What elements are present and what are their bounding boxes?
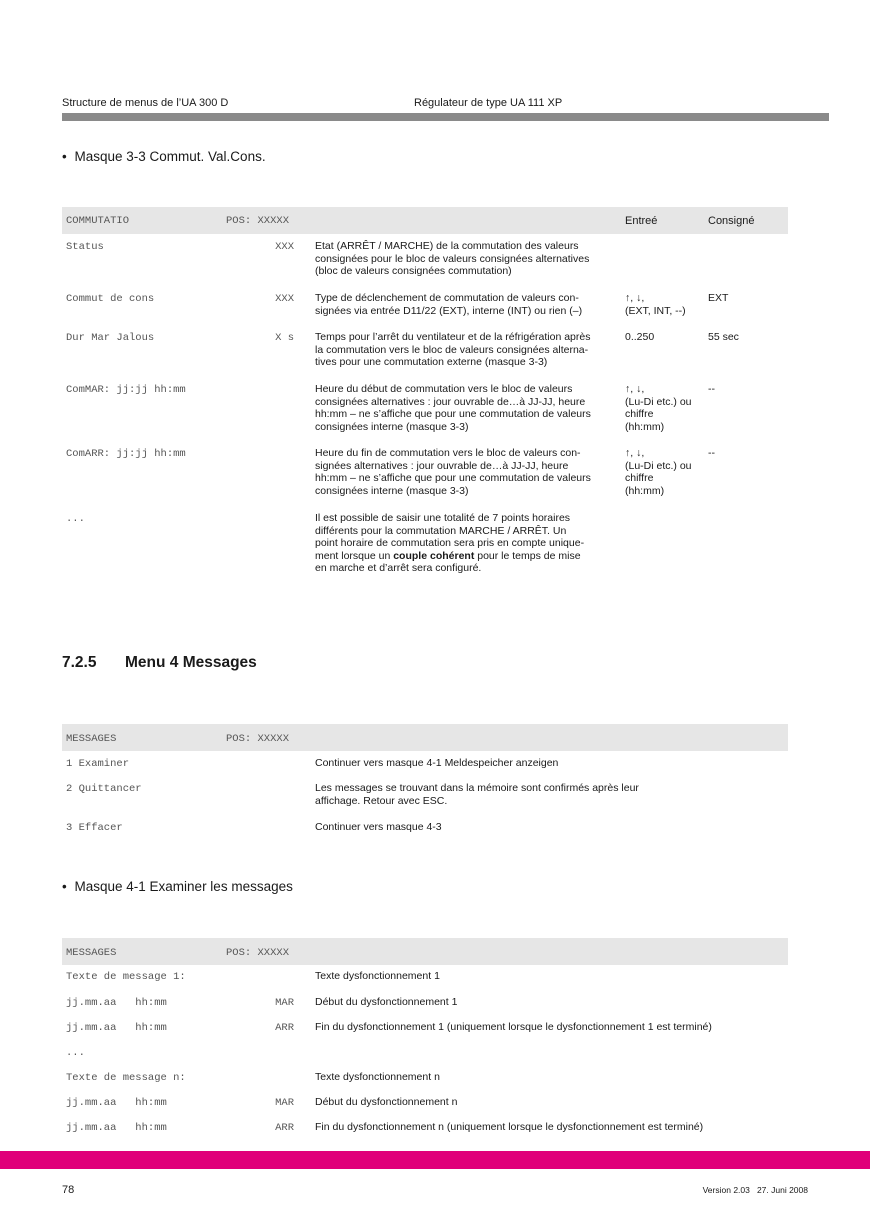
note-bold-text: couple cohérent: [393, 549, 475, 562]
entry-line: (Lu-Di etc.) ou: [625, 459, 692, 472]
desc-line: affichage. Retour avec ESC.: [315, 794, 448, 807]
entry-line: ↑, ↓,: [625, 292, 645, 304]
menu-item-quittancer: 2 Quittancer: [66, 783, 142, 795]
row-commar-setpoint: --: [708, 383, 715, 395]
mask-4-1-title: Masque 4-1 Examiner les messages: [74, 879, 293, 894]
row-commar-desc: [315, 383, 591, 433]
row-commut-desc: [315, 292, 582, 317]
desc-line: tives pour une commutation externe (masque 3-3): [315, 356, 548, 368]
mask-3-3-table-header: [62, 207, 788, 234]
mask-3-3-title: Masque 3-3 Commut. Val.Cons.: [74, 149, 266, 164]
row-status-name: Status: [66, 241, 104, 253]
row-comarr-entry: [625, 447, 692, 497]
section-title: Menu 4 Messages: [125, 654, 257, 671]
mask-3-3-heading: [62, 149, 266, 164]
row-durmar-value: X s: [275, 332, 294, 344]
menu-item-examiner: 1 Examiner: [66, 758, 130, 770]
desc-line: (bloc de valeurs consignées commutation): [315, 265, 512, 277]
note-text: ment lorsque un: [315, 549, 394, 562]
mask-4-1-heading: [62, 879, 293, 894]
message-row-desc: Début du dysfonctionnement 1: [315, 996, 458, 1008]
message-row-desc: Fin du dysfonctionnement n (uniquement lorsque le dysfonctionnement est terminé): [315, 1121, 704, 1133]
menu-item-examiner-desc: Continuer vers masque 4-1 Meldespeicher anzeigen: [315, 757, 559, 769]
desc-line: consignées pour le bloc de valeurs consignées alternatives: [315, 252, 590, 265]
desc-line: hh:mm – ne s’affiche que pour une commutation de valeurs: [315, 408, 591, 420]
message-row-desc: Texte dysfonctionnement n: [315, 1071, 440, 1083]
message-row-ellipsis: ...: [66, 1047, 85, 1059]
message-row-name: jj.mm.aa hh:mm: [66, 1122, 167, 1134]
menu-item-effacer-desc: Continuer vers masque 4-3: [315, 821, 442, 833]
note-line: [315, 550, 584, 563]
entry-line: ↑, ↓,: [625, 383, 645, 395]
section-heading: [62, 654, 257, 672]
table-header-entry: Entreé: [625, 215, 658, 227]
row-durmar-entry: 0..250: [625, 331, 655, 343]
message-row-name: jj.mm.aa hh:mm: [66, 1022, 167, 1034]
page-number: 78: [62, 1184, 75, 1196]
desc-line: consignées interne (masque 3-3): [315, 484, 469, 497]
desc-line: Les messages se trouvant dans la mémoire sont confirmés après leur: [315, 782, 639, 794]
row-commar-name: ComMAR: jj:jj hh:mm: [66, 384, 186, 396]
menu-item-quittancer-desc: [315, 782, 639, 807]
note-text: pour le temps de mise: [474, 549, 581, 562]
message-row-value: MAR: [275, 997, 294, 1009]
bullet: •: [62, 149, 67, 164]
version-info: Version 2.03 27. Juni 2008: [702, 1185, 808, 1195]
message-row-desc: Fin du dysfonctionnement 1 (uniquement lorsque le dysfonctionnement 1 est terminé): [315, 1021, 712, 1033]
row-status-value: XXX: [275, 241, 294, 253]
message-row-value: MAR: [275, 1097, 294, 1109]
note-line: point horaire de commutation sera pris en compte unique-: [315, 537, 585, 549]
mask-4-1-table-header: [62, 938, 788, 965]
message-row-desc: Texte dysfonctionnement 1: [315, 970, 440, 982]
desc-line: la commutation vers le bloc de valeurs consignées alterna-: [315, 343, 589, 356]
row-comarr-name: ComARR: jj:jj hh:mm: [66, 448, 186, 460]
desc-line: Etat (ARRÊT / MARCHE) de la commutation des valeurs: [315, 240, 579, 252]
row-commut-name: Commut de cons: [66, 293, 155, 305]
table-header-col2: POS: XXXXX: [226, 947, 290, 959]
table-header-col1: MESSAGES: [66, 947, 117, 959]
row-commut-setpoint: EXT: [708, 292, 729, 304]
message-row-name: Texte de message n:: [66, 1072, 186, 1084]
row-durmar-setpoint: 55 sec: [708, 331, 739, 343]
row-durmar-name: Dur Mar Jalous: [66, 332, 155, 344]
entry-line: chiffre: [625, 472, 654, 484]
message-row-value: ARR: [275, 1122, 294, 1134]
desc-line: Temps pour l’arrêt du ventilateur et de la réfrigération après: [315, 331, 591, 343]
desc-line: consignées interne (masque 3-3): [315, 420, 469, 433]
table-header-setpoint: Consigné: [708, 215, 755, 227]
desc-line: signées via entrée D11/22 (EXT), interne (INT) ou rien (–): [315, 304, 583, 317]
message-row-desc: Début du dysfonctionnement n: [315, 1096, 458, 1108]
row-comarr-setpoint: --: [708, 447, 715, 459]
note-line: Il est possible de saisir une totalité de 7 points horaires: [315, 512, 571, 524]
desc-line: Heure du début de commutation vers le bloc de valeurs: [315, 383, 573, 395]
desc-line: hh:mm – ne s’affiche que pour une commutation de valeurs: [315, 472, 591, 484]
table-header-col1: MESSAGES: [66, 733, 117, 745]
entry-line: (Lu-Di etc.) ou: [625, 395, 692, 408]
desc-line: Type de déclenchement de commutation de valeurs con-: [315, 292, 579, 304]
desc-line: Heure du fin de commutation vers le bloc de valeurs con-: [315, 447, 581, 459]
entry-line: chiffre: [625, 408, 654, 420]
table-header-col2: POS: XXXXX: [226, 733, 290, 745]
entry-line: (EXT, INT, --): [625, 304, 686, 317]
desc-line: signées alternatives : jour ouvrable de…à JJ-JJ, heure: [315, 459, 569, 472]
menu-item-effacer: 3 Effacer: [66, 822, 123, 834]
section-number: 7.2.5: [62, 654, 97, 671]
header-rule: [62, 113, 829, 121]
mask-3-3-note: [315, 512, 584, 575]
table-header-col2: POS: XXXXX: [226, 215, 290, 227]
entry-line: (hh:mm): [625, 420, 665, 433]
note-line: différents pour la commutation MARCHE / ARRÊT. Un: [315, 524, 567, 537]
row-commut-entry: [625, 292, 686, 317]
footer-accent-bar: [0, 1151, 870, 1169]
entry-line: ↑, ↓,: [625, 447, 645, 459]
message-row-name: jj.mm.aa hh:mm: [66, 997, 167, 1009]
entry-line: (hh:mm): [625, 484, 665, 497]
menu-4-table-header: [62, 724, 788, 751]
table-header-col1: COMMUTATIO: [66, 215, 130, 227]
running-header-left: Structure de menus de l’UA 300 D: [62, 97, 229, 109]
running-header-center: Régulateur de type UA 111 XP: [414, 97, 563, 109]
message-row-name: Texte de message 1:: [66, 971, 186, 983]
message-row-name: jj.mm.aa hh:mm: [66, 1097, 167, 1109]
row-comarr-desc: [315, 447, 591, 497]
bullet: •: [62, 879, 67, 894]
message-row-value: ARR: [275, 1022, 294, 1034]
desc-line: consignées alternatives : jour ouvrable de…à JJ-JJ, heure: [315, 395, 586, 408]
row-status-desc: [315, 240, 589, 278]
row-ellipsis: ...: [66, 513, 85, 525]
note-line: en marche et d’arrêt sera configuré.: [315, 562, 482, 574]
row-durmar-desc: [315, 331, 590, 369]
row-commut-value: XXX: [275, 293, 294, 305]
row-commar-entry: [625, 383, 692, 433]
